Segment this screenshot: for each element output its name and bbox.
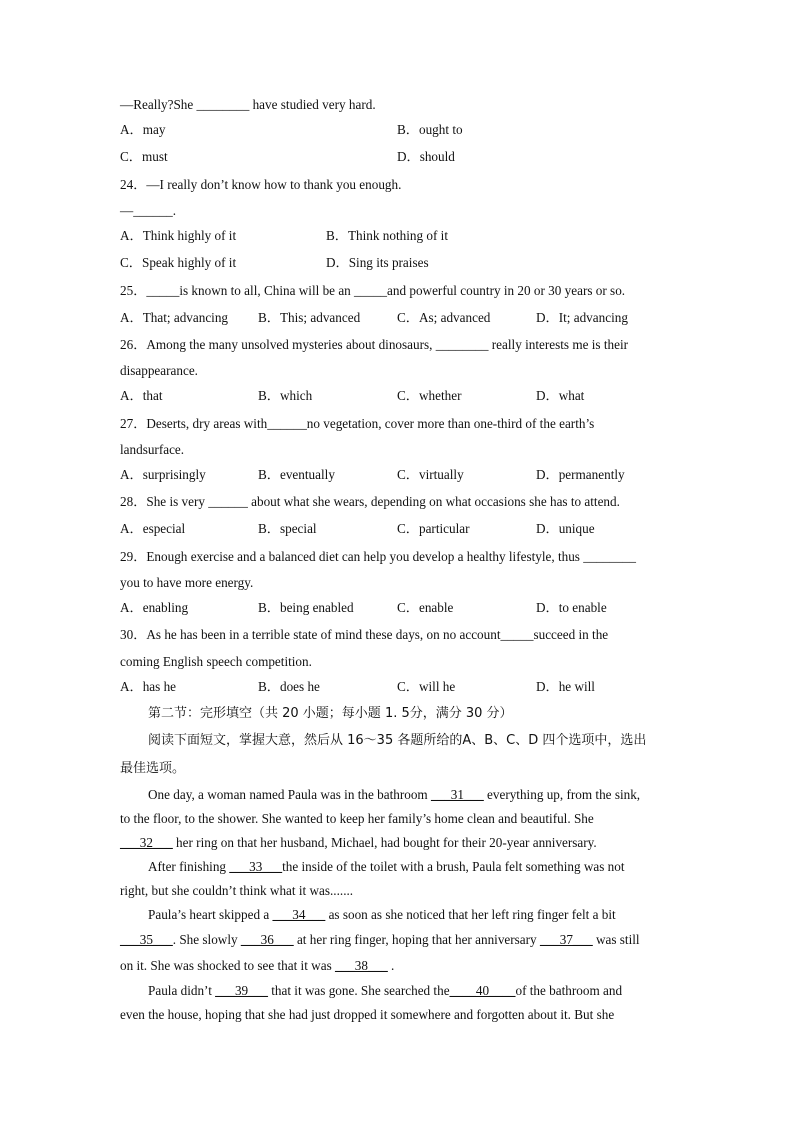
question-29-stem: 29．Enough exercise and a balanced diet can help you develop a healthy lifestyle, thus ________ xyxy=(120,549,636,564)
q28-option-b: B．special xyxy=(258,521,317,536)
question-28-stem: 28．She is very ______ about what she wears, depending on what occasions she has to attend. xyxy=(120,494,620,509)
q28-option-d: D．unique xyxy=(536,521,595,536)
q26-option-b: B．which xyxy=(258,388,313,403)
q27-option-c: C．virtually xyxy=(397,467,464,482)
blank-37: ___37___ xyxy=(539,932,593,947)
blank-32: ___32___ xyxy=(120,835,173,850)
q27-option-a: A．surprisingly xyxy=(120,467,206,482)
text: that it was gone. She searched the xyxy=(267,983,450,998)
q28-option-a: A．especial xyxy=(120,521,186,536)
section-heading: 第二节：完形填空（共 20 小题；每小题 1. 5分，满分 30 分） xyxy=(148,706,513,721)
section-instructions: 阅读下面短文，掌握大意，然后从 16～35 各题所给的A、B、C、D 四个选项中，选出 xyxy=(148,733,647,748)
question-29-stem-cont: you to have more energy. xyxy=(120,575,254,590)
passage-line-8 xyxy=(120,958,394,974)
q29-option-c: C．enable xyxy=(397,600,454,615)
q29-option-d: D．to enable xyxy=(536,600,607,615)
question-26-stem-cont: disappearance. xyxy=(120,363,198,378)
q24-option-a: A．Think highly of it xyxy=(120,228,237,243)
text: her ring on that her husband, Michael, had bought for their 20-year anniversary. xyxy=(172,835,597,850)
passage-line-5: right, but she couldn’t think what it was....... xyxy=(120,883,354,898)
text: One day, a woman named Paula was in the bathroom xyxy=(148,787,431,802)
passage-line-10: even the house, hoping that she had just dropped it somewhere and forgotten about it. But she xyxy=(120,1007,615,1022)
question-24-reply: —______. xyxy=(120,203,177,218)
question-24-stem: 24．—I really don’t know how to thank you enough. xyxy=(120,177,402,192)
passage-line-4 xyxy=(148,859,625,875)
q29-option-a: A．enabling xyxy=(120,600,189,615)
blank-31: ___31___ xyxy=(430,787,484,802)
question-26-stem: 26．Among the many unsolved mysteries about dinosaurs, ________ really interests me is their xyxy=(120,337,629,352)
q23-option-a: A．may xyxy=(120,122,166,137)
q30-option-d: D．he will xyxy=(536,679,595,694)
q24-option-b: B．Think nothing of it xyxy=(326,228,448,243)
q26-option-c: C．whether xyxy=(397,388,462,403)
q30-option-c: C．will he xyxy=(397,679,456,694)
question-23-stem: —Really?She ________ have studied very hard. xyxy=(120,97,376,112)
q24-option-d: D．Sing its praises xyxy=(326,255,429,270)
text: on it. She was shocked to see that it was xyxy=(120,958,335,973)
q23-option-c: C．must xyxy=(120,149,168,164)
q28-option-c: C．particular xyxy=(397,521,470,536)
question-30-stem-cont: coming English speech competition. xyxy=(120,654,312,669)
text: of the bathroom and xyxy=(515,983,623,998)
question-27-stem-cont: landsurface. xyxy=(120,442,185,457)
q26-option-d: D．what xyxy=(536,388,585,403)
passage-line-3 xyxy=(120,835,597,851)
blank-40: ____40____ xyxy=(449,983,516,998)
passage-line-6 xyxy=(148,907,616,923)
q27-option-d: D．permanently xyxy=(536,467,625,482)
q30-option-a: A．has he xyxy=(120,679,177,694)
text: everything up, from the sink, xyxy=(483,787,641,802)
blank-39: ___39___ xyxy=(215,983,268,998)
text: was still xyxy=(592,932,640,947)
text: the inside of the toilet with a brush, Paula felt something was not xyxy=(282,859,625,874)
question-27-stem: 27．Deserts, dry areas with______no vegetation, cover more than one-third of the earth’s xyxy=(120,416,595,431)
text: at her ring finger, hoping that her anniversary xyxy=(293,932,540,947)
q23-option-d: D．should xyxy=(397,149,455,164)
text: as soon as she noticed that her left ring finger felt a bit xyxy=(325,907,616,922)
blank-36: ___36___ xyxy=(240,932,294,947)
q25-option-d: D．It; advancing xyxy=(536,310,628,325)
passage-line-2: to the floor, to the shower. She wanted to keep her family’s home clean and beautiful. She xyxy=(120,811,594,826)
q27-option-b: B．eventually xyxy=(258,467,335,482)
text: Paula’s heart skipped a xyxy=(148,907,273,922)
text: . She slowly xyxy=(172,932,241,947)
q23-option-b: B．ought to xyxy=(397,122,463,137)
question-25-stem: 25．_____is known to all, China will be an _____and powerful country in 20 or 30 years or so. xyxy=(120,283,626,298)
q25-option-c: C．As; advanced xyxy=(397,310,491,325)
q25-option-b: B．This; advanced xyxy=(258,310,361,325)
passage-line-1 xyxy=(148,787,640,803)
question-30-stem: 30．As he has been in a terrible state of mind these days, on no account_____succeed in the xyxy=(120,627,609,642)
section-instructions-cont: 最佳选项。 xyxy=(120,761,186,776)
text: After finishing xyxy=(148,859,230,874)
passage-line-9 xyxy=(148,983,622,999)
blank-35: ___35___ xyxy=(120,932,173,947)
blank-38: ___38___ xyxy=(335,958,388,973)
q29-option-b: B．being enabled xyxy=(258,600,354,615)
text: Paula didn’t xyxy=(148,983,216,998)
blank-33: ___33___ xyxy=(229,859,283,874)
q25-option-a: A．That; advancing xyxy=(120,310,229,325)
blank-34: ___34___ xyxy=(272,907,326,922)
q24-option-c: C．Speak highly of it xyxy=(120,255,237,270)
passage-line-7 xyxy=(120,932,640,948)
q30-option-b: B．does he xyxy=(258,679,320,694)
q26-option-a: A．that xyxy=(120,388,163,403)
text: . xyxy=(387,958,395,973)
